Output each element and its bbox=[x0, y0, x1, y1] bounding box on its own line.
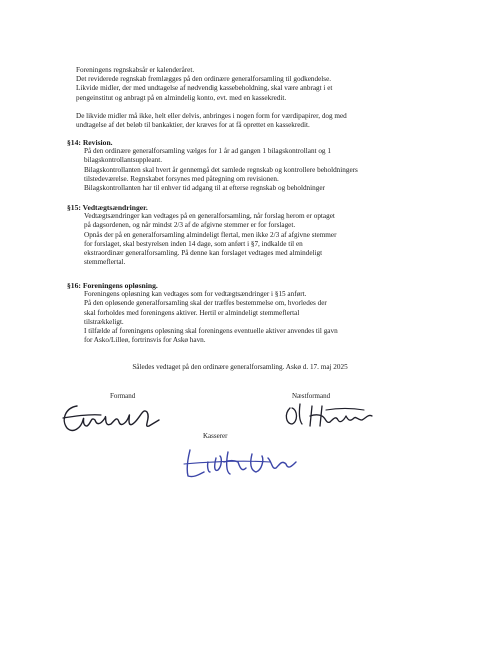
kasserer-label: Kasserer bbox=[203, 432, 228, 440]
text-line: Foreningens opløsning kan vedtages som for vedtægtsændringer i §15 anført. bbox=[84, 290, 307, 299]
text-line: Bilagskontrollanten har til enhver tid adgang til at efterse regnskab og beholdninger bbox=[84, 184, 325, 193]
section-heading: §16: Foreningens opløsning. bbox=[67, 281, 158, 290]
section-16 bbox=[67, 281, 406, 345]
section-15 bbox=[67, 203, 406, 267]
text-line: Foreningens regnskabsår er kalenderåret. bbox=[76, 66, 195, 74]
text-line: undtagelse af det beløb til bankaktier, der kræves for at få oprettet en kassekredit. bbox=[76, 121, 310, 130]
intro-paragraph-2 bbox=[76, 112, 406, 130]
text-line: på dagsordenen, og når mindst 2/3 af de afgivne stemmer er for forslaget. bbox=[84, 221, 296, 230]
text-line: Opnås der på en generalforsamling almindeligt flertal, men ikke 2/3 af afgivne stemmer bbox=[84, 230, 337, 239]
text-line: bilagskontrollantsuppleant. bbox=[84, 156, 163, 165]
closing-statement: Således vedtaget på den ordinære generalforsamling. Askø d. 17. maj 2025 bbox=[132, 363, 348, 371]
kasserer-signature bbox=[178, 444, 308, 484]
intro-paragraph bbox=[76, 66, 406, 103]
text-line: tilstedeværelse. Regnskabet forsynes med påtegning om revisionen. bbox=[84, 174, 279, 183]
text-line: Likvide midler, der med undtagelse af nødvendig kassebeholdning, skal være anbragt i et bbox=[76, 84, 333, 93]
text-line: På den ordinære generalforsamling vælges for 1 år ad gangen 1 bilagskontrollant og 1 bbox=[84, 147, 331, 156]
text-line: ekstraordinær generalforsamling. På denne kan forslaget vedtages med almindeligt bbox=[84, 249, 323, 258]
naestformand-signature bbox=[282, 400, 382, 430]
text-line: Det reviderede regnskab fremlægges på den ordinære generalforsamling til godkendelse. bbox=[76, 75, 332, 84]
naestformand-label: Næstformand bbox=[292, 392, 331, 400]
formand-signature bbox=[55, 398, 175, 438]
text-line: pengeinstitut og anbragt på en almindelig konto, evt. med en kassekredit. bbox=[76, 93, 287, 102]
text-line: Bilagskontrollanten skal hvert år gennemgå det samlede regnskab og kontrollere beholdningers bbox=[84, 165, 358, 174]
text-line: Vedtægtsændringer kan vedtages på en generalforsamling, når forslag herom er optaget bbox=[84, 212, 335, 221]
formand-label: Formand bbox=[110, 392, 136, 400]
text-line: for forslaget, skal bestyrelsen inden 14 dage, som anført i §7, indkalde til en bbox=[84, 239, 303, 248]
text-line: De likvide midler må ikke, helt eller delvis, anbringes i nogen form for værdipapirer, dog med bbox=[76, 112, 347, 120]
text-line: I tilfælde af foreningens opløsning skal foreningens eventuelle aktiver anvendes til gavn bbox=[84, 327, 338, 336]
text-line: På den opløsende generalforsamling skal der træffes bestemmelse om, hvorledes der bbox=[84, 299, 327, 308]
text-line: skal forholdes med foreningens aktiver. Hertil er almindeligt stemmeflertal bbox=[84, 308, 300, 317]
text-line: tilstrækkeligt. bbox=[84, 317, 124, 326]
text-line: for Asko/Lilleø, fortrinsvis for Askø havn. bbox=[84, 336, 206, 345]
section-heading: §14: Revision. bbox=[67, 138, 113, 147]
section-heading: §15: Vedtægtsændringer. bbox=[67, 203, 148, 212]
text-line: stemmeflertal. bbox=[84, 258, 126, 267]
section-14 bbox=[67, 138, 406, 193]
